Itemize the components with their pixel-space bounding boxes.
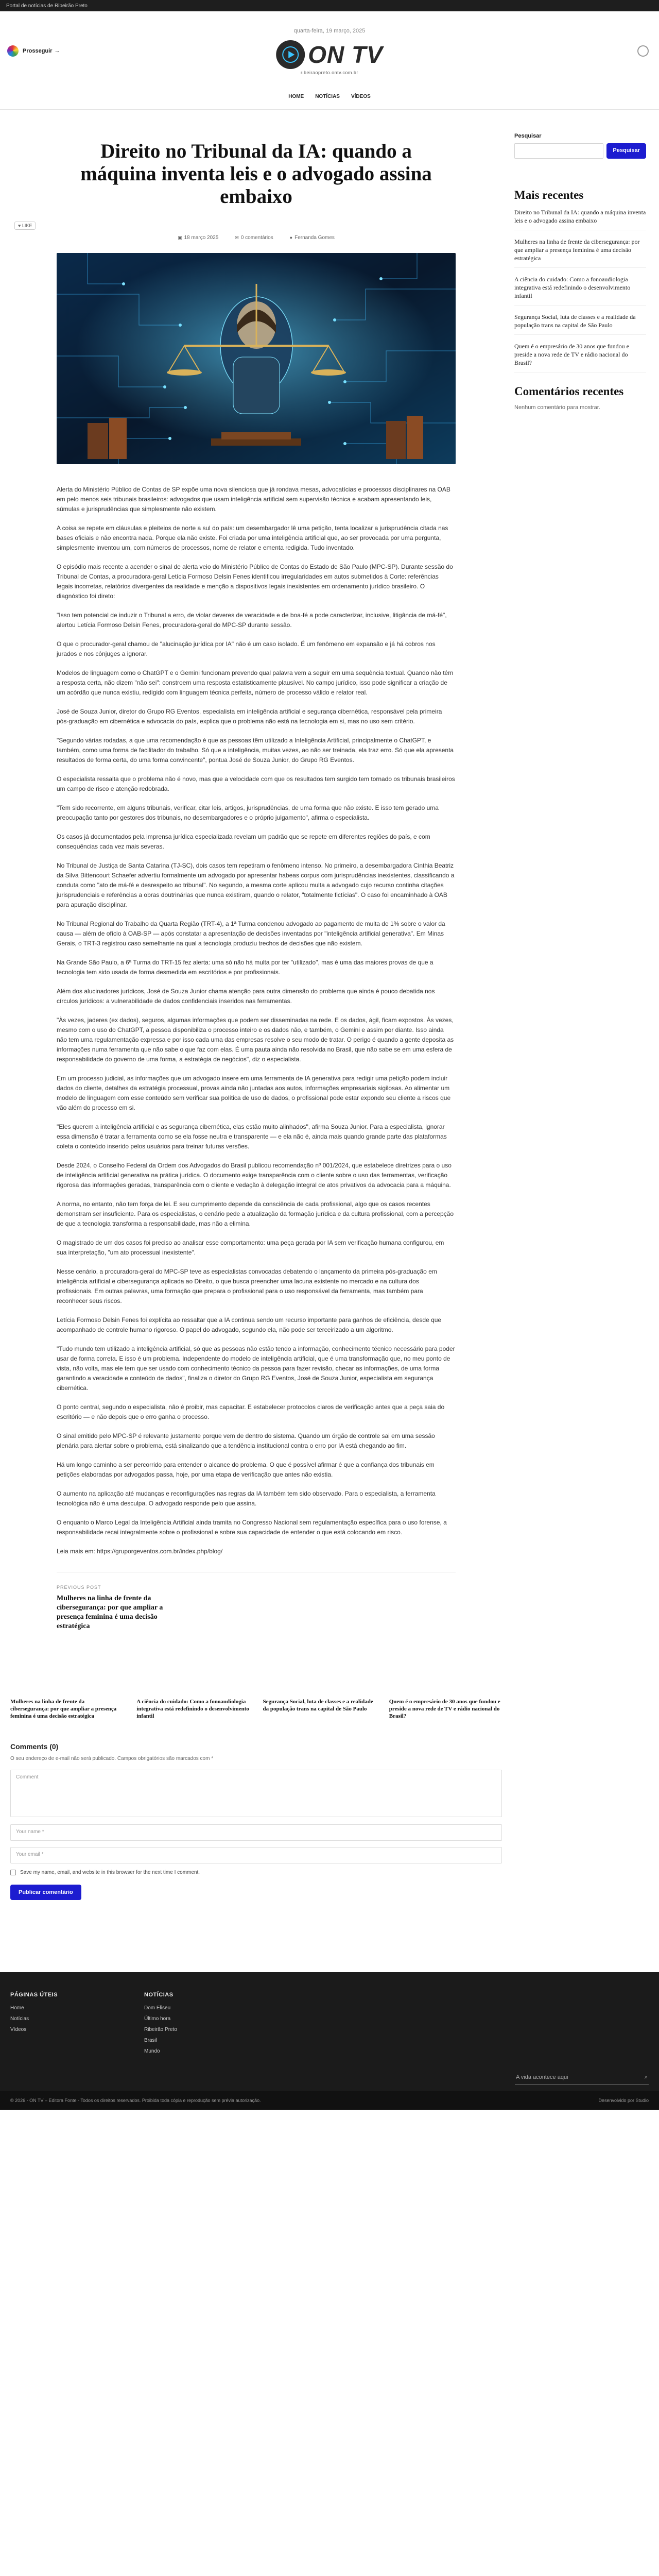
- article-paragraph: O episódio mais recente a acender o sinal de alerta veio do Ministério Público de Contas do Estado de São Paulo (MPC-SP). Durante sessão do Tribunal de Contas, a procuradora-geral Letícia Formoso Delsin Fenes identificou irregularidades em autos submetidos à Corte: referências legais incorretas, relatórios divergentes da realidade e menção a dispositivos legais inexistentes em ordenamento jurídico brasileiro. O diagnóstico foi direto:: [57, 563, 453, 600]
- site-footer: [0, 1972, 659, 2091]
- name-field[interactable]: Your name *: [10, 1824, 502, 1841]
- article-paragraph: Em um processo judicial, as informações que um advogado insere em uma ferramenta de IA generativa para redigir uma petição podem incluir dados do cliente, detalhes da estratégia processual, provas ainda não juntadas aos autos, informações empresariais sigilosas. Ao alimentar um modelo de linguagem com esse conteúdo sem verificar sua política de uso de dados, o profissional pode estar expondo seu cliente a riscos que vão além do processo em si.: [57, 1075, 451, 1111]
- email-field[interactable]: Your email *: [10, 1847, 502, 1863]
- footer-search-input[interactable]: [515, 2071, 649, 2084]
- article-title: Direito no Tribunal da IA: quando a máquina inventa leis e o advogado assina embaixo: [80, 140, 432, 208]
- top-bar: [0, 0, 659, 11]
- footer-columns: [10, 1992, 649, 2059]
- sidebar-search: [514, 143, 646, 159]
- footer-col-paginas: [10, 1992, 124, 2059]
- recent-post-4[interactable]: Segurança Social, luta de classes e a realidade da população trans na capital de São Paulo: [514, 313, 646, 335]
- footer-col-title: NOTÍCIAS: [144, 1992, 174, 1998]
- footer-link-home[interactable]: Home: [10, 2005, 24, 2011]
- hero-image: [57, 253, 456, 464]
- footer-link-1[interactable]: Dom Eliseu: [144, 2005, 171, 2011]
- sidebar-search-button[interactable]: Pesquisar: [606, 143, 646, 159]
- article-meta: [10, 235, 502, 241]
- like-button[interactable]: [14, 222, 36, 230]
- color-wheel-icon[interactable]: [7, 45, 19, 57]
- related-post-2[interactable]: A ciência do cuidado: Como a fonoaudiologia integrativa está redefinindo o desenvolvimento infantil: [136, 1699, 249, 1719]
- save-info-label: Save my name, email, and website in this browser for the next time I comment.: [20, 1870, 200, 1875]
- article-paragraph: O enquanto o Marco Legal da Inteligência Artificial ainda tramita no Congresso Nacional sem regulamentação específica para o uso forense, a responsabilidade recai integralmente sobre o profissional e sobre sua capacidade de entender o que está colocando em risco.: [57, 1519, 447, 1536]
- article-paragraph: No Tribunal Regional do Trabalho da Quarta Região (TRT-4), a 1ª Turma condenou advogado ao pagamento de multa de 1% sobre o valor da causa — além de ofício à OAB-SP — após constatar a apresentação de decisões inventadas por "inteligência artificial generativa". Em Minas Gerais, o TRT-3 registrou caso semelhante na qual a tecnologia produziu trechos de decisões que não existem.: [57, 920, 445, 947]
- like-bar: [10, 222, 502, 230]
- related-post-3[interactable]: Segurança Social, luta de classes e a realidade da população trans na capital de São Paulo: [263, 1699, 373, 1712]
- heart-icon: ♥: [18, 223, 21, 228]
- meta-author[interactable]: [290, 235, 335, 241]
- sidebar-search-label: Pesquisar: [514, 133, 542, 139]
- footer-link-noticias[interactable]: Notícias: [10, 2016, 29, 2022]
- comment-textarea[interactable]: Comment: [10, 1770, 502, 1817]
- article-paragraph: O ponto central, segundo o especialista, não é proibir, mas capacitar. E estabelecer protocolos claros de verificação antes que a peça saia do escritório — e não depois que o erro ganha o processo.: [57, 1403, 445, 1420]
- logo-play-icon: [276, 40, 305, 69]
- article-paragraph: "Isso tem potencial de induzir o Tribunal a erro, de violar deveres de veracidade e de boa-fé a pode caracterizar, inclusive, litigância de má-fé", alertou Letícia Formoso Delsin Fenes, procuradora-geral do MPC-SP durante sessão.: [57, 612, 447, 629]
- article-paragraph: Nesse cenário, a procuradora-geral do MPC-SP teve as especialistas convocadas debatendo o lançamento da primeira pós-graduação em inteligência artificial e cibersegurança aplicada ao Direito, o que busca preencher uma lacuna existente no mercado e na cultura dos profissionais. Em outras palavras, uma formação que prepara o profissional para o uso responsável da ferramenta, mas também para reconhecer seus riscos.: [57, 1268, 437, 1304]
- article-paragraph: O especialista ressalta que o problema não é novo, mas que a velocidade com que os resultados tem surgido tem tornado os tribunais brasileiros um campo de risco e atenção redobrada.: [57, 775, 455, 792]
- article-paragraph: O sinal emitido pelo MPC-SP é relevante justamente porque vem de dentro do sistema. Quando um órgão de controle sai em uma sessão plenária para alertar sobre o problema, está sinalizando que a tendência institucional contra o erro por IA está chegando ao fim.: [57, 1432, 435, 1449]
- nav-item-home[interactable]: HOME: [288, 94, 304, 99]
- calendar-icon: ▣: [178, 235, 182, 240]
- prosseguir-label: Prosseguir: [23, 48, 53, 54]
- article-paragraph: Além dos alucinadores jurídicos, José de Souza Junior chama atenção para outra dimensão do problema que ainda é pouco debatida nos círculos jurídicos: a vulnerabilidade de dados confidenciais inseridos nas ferramentas.: [57, 988, 435, 1005]
- meta-comments-text: 0 comentários: [240, 235, 273, 241]
- article-paragraph: "Eles querem a inteligência artificial e as segurança cibernética, elas estão muito alinhados", afirma Souza Junior. Para a especialista, ignorar essa dimensão é tratar a ferramenta como se ela fosse neutra e transparente — e ela não é, ainda mais quando grande parte das plataformas coleta o conteúdo inserido pelos usuários para treinar futuras versões.: [57, 1123, 447, 1150]
- previous-post-nav[interactable]: [57, 1572, 456, 1631]
- copyright-text: © 2026 - ON TV – Editora Fonte - Todos os direitos reservados. Proibida toda cópia e reprodução sem prévia autorização.: [10, 2097, 261, 2103]
- meta-author-text: Fernanda Gomes: [294, 235, 335, 241]
- search-circle-icon[interactable]: [637, 45, 649, 57]
- previous-post-title[interactable]: Mulheres na linha de frente da cibersegurança: por que ampliar a presença feminina é uma decisão estratégica: [57, 1595, 163, 1630]
- recent-post-2[interactable]: Mulheres na linha de frente da cibersegurança: por que ampliar a presença feminina é uma decisão estratégica: [514, 238, 646, 268]
- recent-comments-empty: Nenhum comentário para mostrar.: [514, 404, 600, 411]
- article-paragraph: "Às vezes, jaderes (ex dados), seguros, algumas informações que podem ser disseminadas na rede. E os dados, ágil, ficam expostos. Às vezes, mesmo com o uso do ChatGPT, a pessoa disponibiliza o processo inteiro e os dados não, e também, o Gemini e assim por diante. Isso ainda não tem uma regulamentação expressa e por isso cada uma das empresas resolve o seu modo de tratar. O perigo é quando a gente deposita as informações numa ferramenta que não sabe o que faz com elas. É uma pauta ainda não resolvida no Brasil, que não sabe se em uma esfera de responsabilidade do governo de uma forma, a estratégia de negócios", diz o especialista.: [57, 1016, 454, 1063]
- footer-link-4[interactable]: Brasil: [144, 2038, 158, 2043]
- header-left-group: [7, 45, 60, 57]
- footer-link-5[interactable]: Mundo: [144, 2048, 160, 2054]
- site-header: [0, 11, 659, 120]
- recent-post-1[interactable]: Direito no Tribunal da IA: quando a máquina inventa leis e o advogado assina embaixo: [514, 208, 646, 230]
- header-divider: [0, 109, 659, 110]
- user-icon: ●: [289, 235, 293, 240]
- footer-col-noticias: [144, 1992, 257, 2059]
- article-paragraph: O que o procurador-geral chamou de "alucinação jurídica por IA" não é um caso isolado. É um fenômeno em expansão e já há cobros nos jurados e nos cônjuges a ignorar.: [57, 640, 436, 657]
- submit-comment-button[interactable]: Publicar comentário: [10, 1885, 81, 1900]
- recent-post-3[interactable]: A ciência do cuidado: Como a fonoaudiologia integrativa está redefinindo o desenvolvimento infantil: [514, 275, 646, 306]
- article-paragraph: Letícia Formoso Delsin Fenes foi explícita ao ressaltar que a IA continua sendo um recurso importante para ganhos de eficiência, desde que acompanhado de controle humano rigoroso. O papel do advogado, segundo ela, não pode ser terceirizado a um algoritmo.: [57, 1316, 442, 1333]
- header-date: quarta-feira, 19 março, 2025: [293, 28, 366, 34]
- logo-text: ON TV: [308, 41, 383, 68]
- save-info-checkbox[interactable]: [10, 1870, 16, 1875]
- article-paragraph: Há um longo caminho a ser percorrido para entender o alcance do problema. O que é possível afirmar é que a confiança dos tribunais em petições elaboradas por advogados passa, hoje, por uma etapa de verificação que antes não existia.: [57, 1461, 435, 1478]
- footer-col-title: PÁGINAS ÚTEIS: [10, 1992, 58, 1998]
- footer-link-videos[interactable]: Vídeos: [10, 2027, 27, 2032]
- article-paragraph: Modelos de linguagem como o ChatGPT e o Gemini funcionam prevendo qual palavra vem a seguir em uma sequência textual. Quando não têm a resposta certa, não dizem "não sei": constroem uma resposta estatisticamente plausível. No campo jurídico, isso pode significar a criação de um acórdão que nunca existiu, redigido com linguagem técnica perfeita, número de processo válido e relator real.: [57, 669, 454, 696]
- article-paragraph: A coisa se repete em cláusulas e pleiteios de norte a sul do país: um desembargador lê uma petição, tenta localizar a jurisprudência citada nas bases oficiais e não encontra nada. Porque ela não existe. Foi criada por uma inteligência artificial que, ao ser provocada por uma pergunta, simplesmente inventou um, com números de processos, nome de relator e ementa redigida. Tudo inventado.: [57, 524, 448, 551]
- related-posts: [10, 1698, 502, 1720]
- article-paragraph: "Tem sido recorrente, em alguns tribunais, verificar, citar leis, artigos, jurisprudências, de uma forma que não existe. E isso tem gerado uma preocupação tanto por gestores dos tribunais, no desembargadores e o próprio julgamento", afirma o especialista.: [57, 804, 439, 821]
- article-body: [57, 485, 456, 1556]
- footer-search-placeholder: A vida acontece aqui: [516, 2074, 568, 2080]
- sidebar: [514, 120, 646, 1900]
- article-paragraph: "Tudo mundo tem utilizado a inteligência artificial, só que as pessoas não estão tendo a informação, conhecimento técnico necessário para poder usar de forma correta. E isso é um problema. Independente do modelo de inteligência artificial, que é uma transformação que, no meu ponto de vista, não volta, mas ele tem que ser usado com conhecimento técnico da pessoa para fazer revisão, checar as informações, de uma forma garantindo a veracidade e conteúdo de dados", finaliza o diretor do Grupo RG Eventos, José de Souza Junior, especialista em segurança cibernética.: [57, 1345, 455, 1392]
- sidebar-search-input[interactable]: [514, 143, 603, 159]
- top-bar-text: Portal de notícias de Ribeirão Preto: [6, 3, 88, 9]
- comments-title: Comments (0): [10, 1742, 59, 1751]
- nav-item-noticias[interactable]: NOTÍCIAS: [315, 94, 340, 99]
- logo-subtitle: ribeiraopreto.ontv.com.br: [301, 70, 358, 75]
- article-paragraph: A norma, no entanto, não tem força de lei. E seu cumprimento depende da consciência de cada profissional, algo que os casos recentes demonstram ser insuficiente. Para os especialistas, o cenário pede a atualização da formação jurídica e da cultura profissional, com a percepção de que a tecnologia transforma a responsabilidade, mas não a elimina.: [57, 1200, 454, 1227]
- meta-date: [178, 235, 218, 241]
- main-nav: [0, 94, 659, 99]
- previous-post-label: PREVIOUS POST: [57, 1585, 101, 1590]
- meta-comments[interactable]: [235, 235, 273, 241]
- article-paragraph: Leia mais em: https://gruporgeventos.com.br/index.php/blog/: [57, 1548, 223, 1555]
- recent-post-5[interactable]: Quem é o empresário de 30 anos que fundou e preside a nova rede de TV e rádio nacional do Brasil?: [514, 342, 646, 372]
- meta-date-text: 18 março 2025: [184, 235, 219, 241]
- justice-ai-illustration: [57, 253, 456, 464]
- save-info-row: [10, 1870, 502, 1875]
- main-content: [10, 120, 502, 1900]
- article-paragraph: Na Grande São Paulo, a 6ª Turma do TRT-15 fez alerta: uma só não há multa por ter "utilizado", mas é uma das maiores provas de que a tecnologia tem sido usada de forma desmedida em escritórios e por profissionais.: [57, 959, 433, 976]
- recent-comments-heading: Comentários recentes: [514, 385, 624, 398]
- article-paragraph: No Tribunal de Justiça de Santa Catarina (TJ-SC), dois casos tem repetiram o fenômeno intenso. No primeiro, a desembargadora Cinthia Beatriz da Silva Bittencourt Schaefer advertiu formalmente um advogado por apresentar habeas corpus com jurisprudências inexistentes, classificando a conduta como "ato de má-fé e desrespeito ao tribunal". No segundo, a mesma corte aplicou multa a advogado cujo recurso continha citações jurisprudenciais e referências a obras doutrinárias que nunca existiram, quando o relator, "totalmente fictícias". O caso foi encaminhado à OAB para apuração disciplinar.: [57, 862, 455, 908]
- nav-item-videos[interactable]: VÍDEOS: [351, 94, 371, 99]
- comment-icon: ✉: [235, 235, 239, 240]
- search-icon: ⌕: [644, 2074, 648, 2080]
- recent-posts-heading: Mais recentes: [514, 189, 584, 201]
- page-layout: [0, 120, 659, 1900]
- article-paragraph: Desde 2024, o Conselho Federal da Ordem dos Advogados do Brasil publicou recomendação nº 001/2024, que estabelece diretrizes para o uso de inteligência artificial generativa na prática jurídica. O documento exige transparência com o cliente sobre o uso das ferramentas, verificação rigorosa das informações geradas, transparência com o cliente e vedação à delegação integral de atos privativos da advocacia para a máquina.: [57, 1162, 452, 1189]
- arrow-right-icon: →: [54, 48, 60, 54]
- site-logo[interactable]: [276, 40, 383, 75]
- article-paragraph: "Segundo várias rodadas, a que uma recomendação é que as pessoas têm utilizado a Inteligência Artificial, principalmente o ChatGPT, e também, como uma forma de facilitador do trabalho. Só que a inteligência, muitas vezes, ao não ser treinada, ela traz erro. Só que ela apresenta resultados de forma certa, do uma forma convincente", pontua José de Souza Junior, do Grupo RG Eventos.: [57, 737, 454, 764]
- article-paragraph: José de Souza Junior, diretor do Grupo RG Eventos, especialista em inteligência artificial e segurança cibernética, responsável pela primeira pós-graduação em cibernética e advocacia do país, explica que o problema não está na tecnologia em si, mas no uso sem critério.: [57, 708, 442, 725]
- article-paragraph: Os casos já documentados pela imprensa jurídica especializada revelam um padrão que se repete em diferentes regiões do país, e com consequências cada vez mais severas.: [57, 833, 430, 850]
- related-post-4[interactable]: Quem é o empresário de 30 anos que fundou e preside a nova rede de TV e rádio nacional do Brasil?: [389, 1699, 500, 1719]
- comments-note: O seu endereço de e-mail não será publicado. Campos obrigatórios são marcados com *: [10, 1756, 214, 1761]
- copyright-bar: [0, 2091, 659, 2110]
- like-label: LIKE: [22, 223, 32, 228]
- prosseguir-button[interactable]: [23, 48, 60, 54]
- article-paragraph: O aumento na aplicação até mudanças e reconfigurações nas regras da IA também tem sido observado. Para o especialista, a ferramenta tecnológica não é uma desculpa. O advogado responde pelo que assina.: [57, 1490, 436, 1507]
- related-post-1[interactable]: Mulheres na linha de frente da cibersegurança: por que ampliar a presença feminina é uma decisão estratégica: [10, 1699, 117, 1719]
- comment-form: [10, 1742, 502, 1900]
- developer-credit[interactable]: Desenvolvido por Studio: [598, 2097, 649, 2103]
- footer-link-2[interactable]: Último hora: [144, 2016, 171, 2022]
- article-paragraph: Alerta do Ministério Público de Contas de SP expõe uma nova silenciosa que já rondava mesas, advocatícias e processos disciplinares na OAB em pelo menos seis tribunais brasileiros: advogados que usam inteligência artificial sem supervisão técnica e acabam apresentando leis, súmulas e jurisprudências que simplesmente não existem.: [57, 486, 450, 513]
- article-paragraph: O magistrado de um dos casos foi preciso ao analisar esse comportamento: uma peça gerada por IA sem verificação humana configurou, em sua interpretação, "um ato processual inexistente".: [57, 1239, 444, 1256]
- footer-link-3[interactable]: Ribeirão Preto: [144, 2027, 177, 2032]
